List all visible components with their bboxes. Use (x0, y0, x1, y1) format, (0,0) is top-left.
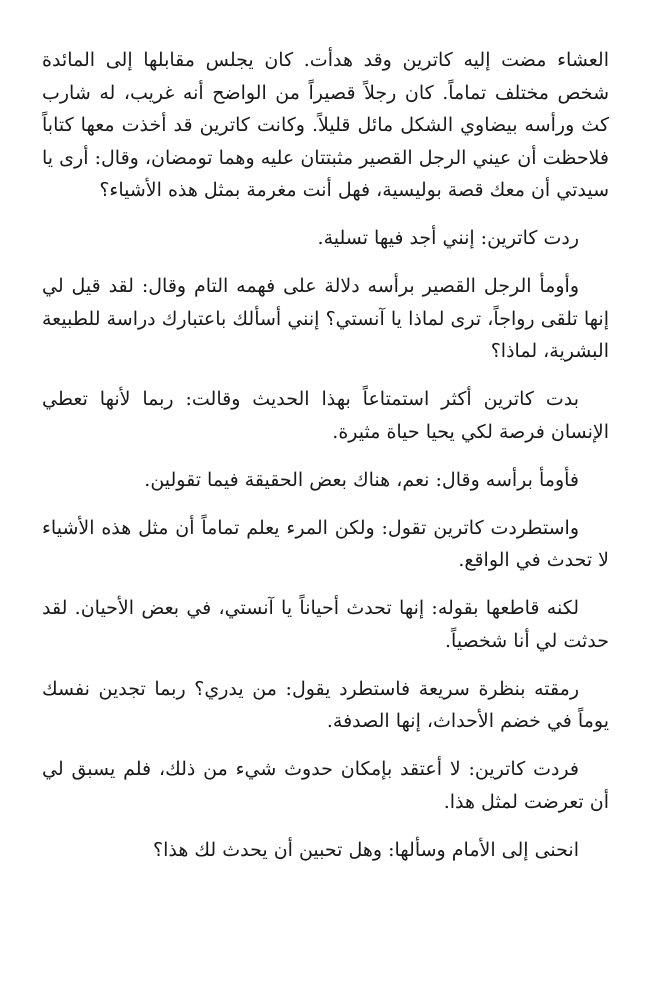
paragraph: فأومأ برأسه وقال: نعم، هناك بعض الحقيقة فيما تقولين. (144, 468, 579, 491)
paragraph: لكنه قاطعها بقوله: إنها تحدث أحياناً يا آنستي، في بعض الأحيان. لقد حدثت لي أنا شخصياً. (42, 597, 609, 652)
paragraph: وأومأ الرجل القصير برأسه دلالة على فهمه التام وقال: لقد قيل لي إنها تلقى رواجاً، ترى لماذا يا آنستي؟ إنني أسألك باعتبارك دراسة للطبيعة البشرية، لماذا؟ (42, 275, 609, 362)
paragraph: بدت كاترين أكثر استمتاعاً بهذا الحديث وقالت: ربما لأنها تعطي الإنسان فرصة لكي يحيا حياة مثيرة. (42, 388, 609, 443)
paragraph: فردت كاترين: لا أعتقد بإمكان حدوث شيء من ذلك، فلم يسبق لي أن تعرضت لمثل هذا. (42, 758, 609, 813)
paragraph: واستطردت كاترين تقول: ولكن المرء يعلم تماماً أن مثل هذه الأشياء لا تحدث في الواقع. (42, 516, 609, 571)
paragraph: رمقته بنظرة سريعة فاستطرد يقول: من يدري؟ ربما تجدين نفسك يوماً في خضم الأحداث، إنها الصدفة. (42, 677, 609, 732)
paragraph: ردت كاترين: إنني أجد فيها تسلية. (317, 227, 579, 249)
paragraph: انحنى إلى الأمام وسألها: وهل تحبين أن يحدث لك هذا؟ (153, 838, 579, 861)
paragraph-continuation: العشاء مضت إليه كاترين وقد هدأت. كان يجلس مقابلها إلى المائدة شخص مختلف تماماً. كان رجلاً قصيراً من الواضح أنه غريب، له شارب كث ورأسه بيضاوي الشكل مائل قليلاً. وكانت كاترين قد أخذت معها كتاباً فلاحظت أن عيني الرجل القصير مثبتتان عليه وهما تومضان، وقال: أرى يا سيدتي أن معك قصة بوليسية، فهل أنت مغرمة بمثل هذه الأشياء؟ (42, 49, 609, 201)
